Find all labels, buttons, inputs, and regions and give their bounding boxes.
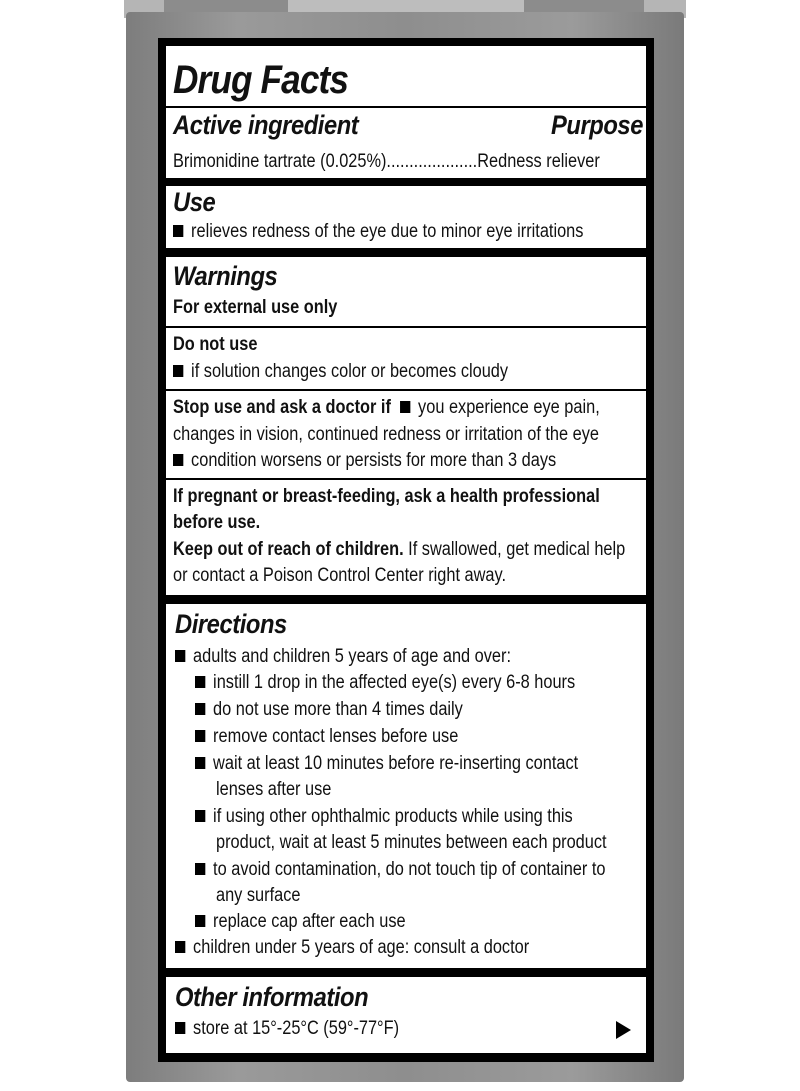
directions-heading: Directions [175, 609, 287, 639]
direction-item: to avoid contamination, do not touch tip of container to [195, 857, 605, 883]
bullet-icon [175, 650, 185, 662]
drug-facts-label [158, 38, 654, 1062]
bullet-icon [175, 941, 185, 953]
direction-item-cont: any surface [216, 885, 301, 906]
triangle-right-icon [616, 1021, 631, 1039]
use-item: relieves redness of the eye due to minor eye irritations [173, 219, 583, 245]
bullet-icon [195, 676, 205, 688]
other-information-heading: Other information [175, 982, 369, 1012]
purpose-heading: Purpose [551, 110, 643, 140]
direction-item: wait at least 10 minutes before re-inserting contact [195, 751, 578, 777]
bullet-icon [195, 757, 205, 769]
active-ingredient-heading: Active ingredient [173, 110, 359, 140]
bullet-icon [173, 454, 183, 466]
bullet-icon [173, 225, 183, 237]
other-information-panel [166, 977, 646, 1053]
keep-out-line-2: or contact a Poison Control Center right away. [173, 565, 507, 586]
storage-item: store at 15°-25°C (59°-77°F) [175, 1016, 399, 1042]
warnings-panel [166, 257, 646, 595]
directions-adults: adults and children 5 years of age and over: [175, 644, 511, 670]
use-panel [166, 186, 646, 248]
do-not-use-item: if solution changes color or becomes cloudy [173, 359, 508, 385]
direction-item: if using other ophthalmic products while using this [195, 804, 573, 830]
stop-use-line-2: changes in vision, continued redness or irritation of the eye [173, 424, 600, 445]
divider [166, 478, 646, 480]
drug-facts-header-panel [166, 46, 646, 178]
bullet-icon [400, 401, 410, 413]
directions-children: children under 5 years of age: consult a doctor [175, 935, 529, 961]
keep-out-line-1: Keep out of reach of children. If swallowed, get medical help [173, 539, 626, 560]
bullet-icon [195, 863, 205, 875]
bullet-icon [175, 1022, 185, 1034]
direction-item-cont: product, wait at least 5 minutes between each product [216, 832, 607, 853]
direction-item: instill 1 drop in the affected eye(s) every 6-8 hours [195, 670, 575, 696]
external-use-text: For external use only [173, 297, 338, 318]
active-ingredient-line: Brimonidine tartrate (0.025%)....................Redness reliever [173, 151, 600, 172]
bullet-icon [195, 703, 205, 715]
direction-item: do not use more than 4 times daily [195, 697, 463, 723]
divider [166, 326, 646, 328]
direction-item: replace cap after each use [195, 909, 406, 935]
directions-panel [166, 604, 646, 968]
warnings-heading: Warnings [173, 261, 278, 291]
pregnant-warning-2: before use. [173, 512, 261, 533]
drug-facts-title: Drug Facts [173, 58, 349, 102]
stop-use-item-2: condition worsens or persists for more than 3 days [173, 448, 556, 474]
divider [166, 389, 646, 391]
bullet-icon [173, 365, 183, 377]
bullet-icon [195, 810, 205, 822]
direction-item: remove contact lenses before use [195, 724, 458, 750]
do-not-use-heading: Do not use [173, 334, 258, 355]
pregnant-warning-1: If pregnant or breast-feeding, ask a health professional [173, 486, 600, 507]
use-heading: Use [173, 187, 216, 217]
stop-use-line-1: Stop use and ask a doctor if you experience eye pain, [173, 397, 600, 418]
divider [166, 106, 646, 108]
bullet-icon [195, 730, 205, 742]
direction-item-cont: lenses after use [216, 779, 332, 800]
bullet-icon [195, 915, 205, 927]
